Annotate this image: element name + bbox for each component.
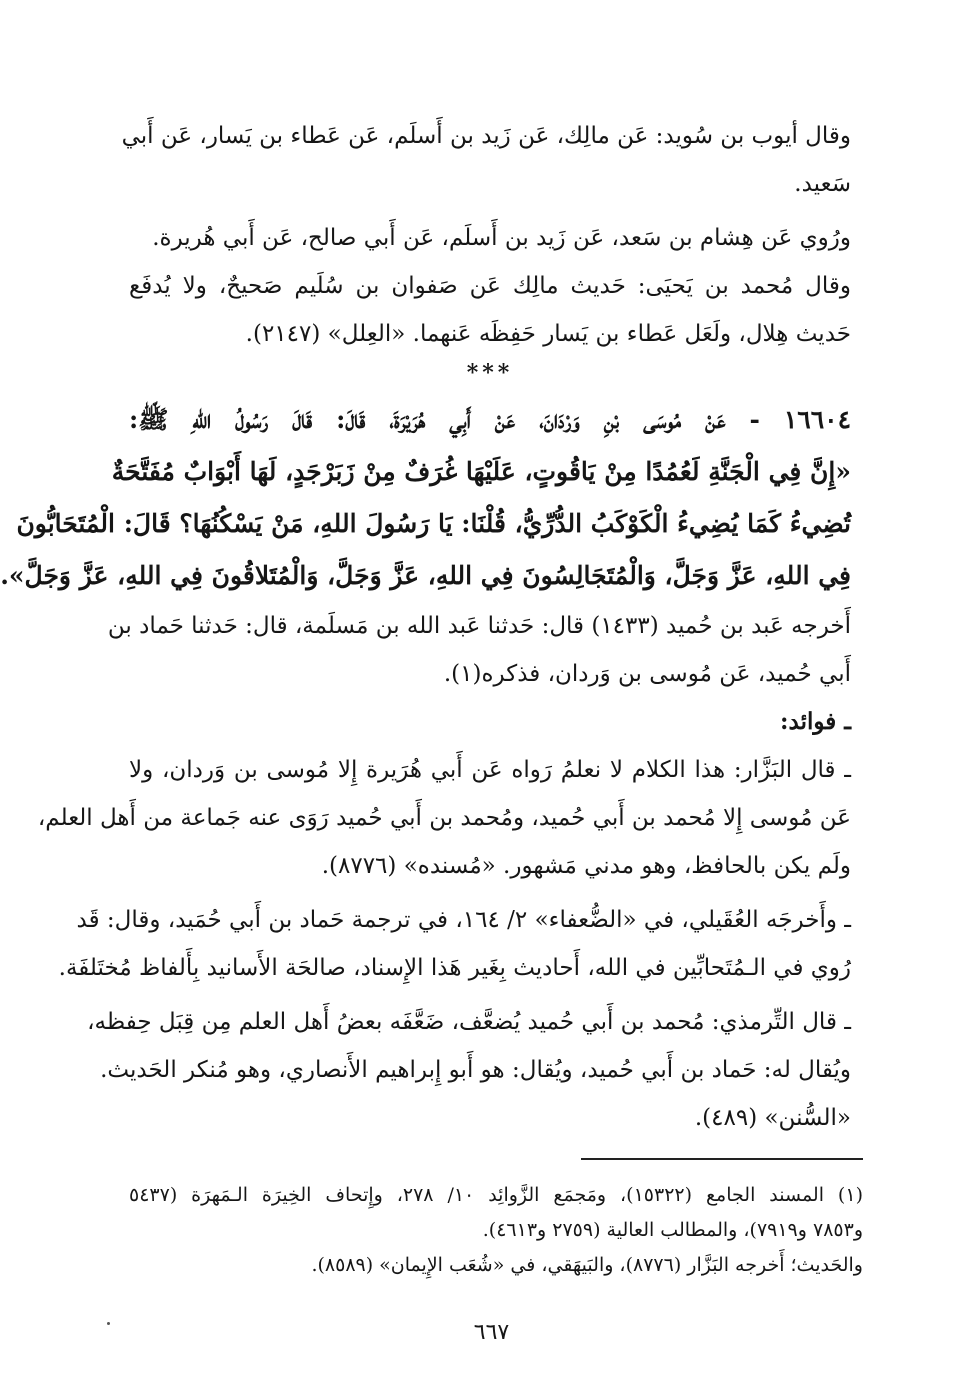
page-number: ٦٦٧ (473, 1320, 510, 1345)
narration-paragraph (121, 112, 851, 208)
text-line: رُوي في الـمُتَحابِّين في الله، أَحاديث بِغَير هَذا الإِسناد، صالحَة الأَسانيد بِأَلفاظ مُختَلفَة. (58, 955, 851, 981)
text-line: «السُّنن» (٤٨٩). (694, 1105, 851, 1131)
footnote-line: والحَديث؛ أَخرجه البَزَّار (٨٧٧٦)، والبَيهَقي، في «شُعَب الإِيمان» (٨٥٨٩). (311, 1254, 863, 1276)
text-line: وقال أيوب بن سُويد: عَن مالِك، عَن زَيد بن أَسلَم، عَن عَطاء بن يَسار، عَن أَبي (121, 123, 851, 149)
benefit-paragraph (87, 998, 851, 1142)
footnote-divider (581, 1158, 863, 1160)
text-line: ولَم يكن بالحافظ، وهو مدني مَشهور. «مُسنده» (٨٧٧٦). (321, 853, 851, 879)
takhrij-paragraph (107, 602, 851, 698)
text-line: ـ وأَخرجَه العُقَيلي، في «الضُّعفاء» ٢/ ١٦٤، في ترجمة حَماد بن أَبي حُمَيد، وقال: قَد (76, 907, 851, 933)
text-line: ـ قال البَزَّار: هذا الكلام لا نعلمُ رَواه عَن أَبي هُرَيرة إِلا مُوسى بن وَردان، ولا (129, 757, 851, 783)
narration-paragraph (129, 262, 851, 358)
hadith-line: فِي اللهِ، عَزَّ وَجَلَّ، وَالْمُتَجَالِسُونَ فِي اللهِ، عَزَّ وَجَلَّ، وَالْمُتَلاقُونَ فِي اللهِ، عَزَّ وَجَلَّ». (0, 561, 851, 590)
scan-mark (107, 1322, 110, 1325)
text-line: أَخرجه عَبد بن حُميد (١٤٣٣) قال: حَدثنا عَبد الله بن مَسلَمة، قال: حَدثنا حَماد بن (107, 613, 851, 639)
text-line: وقال مُحمد بن يَحيَى: حَديث مالِك عَن صَفوان بن سُلَيم صَحيحٌ، ولا يُدفَع (129, 273, 851, 299)
footnote-line: و٧٨٥٣ و٧٩١٩)، والمطالب العالية (٢٧٥٩ و٤٦١٣). (482, 1219, 863, 1241)
page-body (0, 112, 851, 1142)
text-line: عَن مُوسى إِلا مُحمد بن أَبي حُميد، ومُحمد بن أَبي حُميد رَوَى عنه جَماعة من أَهل العلم، (37, 805, 851, 831)
benefit-paragraph (58, 896, 851, 992)
footnote-line: (١) المسند الجامع (١٥٣٢٢)، ومَجمَع الزَّوائِد ١٠/ ٢٧٨، وإِتحاف الخِيرَة الـمَهرَة (٥٤٣٧ (129, 1184, 863, 1206)
narration-paragraph (129, 214, 851, 262)
section-separator: *** (466, 360, 514, 386)
footnotes (129, 1178, 863, 1283)
text-line: سَعيد. (794, 171, 851, 197)
text-line: ويُقال له: حَماد بن أَبي حُميد، ويُقال: هو أَبو إِبراهيم الأَنصاري، وهو مُنكر الحَديث. (100, 1057, 851, 1083)
text-line: ورُوي عَن هِشام بن سَعد، عَن زَيد بن أَسلَم، عَن أَبي صالح، عَن أَبي هُريرة. (152, 225, 851, 251)
text-line: حَديث هِلال، ولَعَل عَطاء بن يَسار حَفِظَه عَنهما. «العِلل» (٢١٤٧). (245, 321, 851, 347)
hadith-text (0, 394, 851, 602)
hadith-line: ١٦٦٠٤ - عَنْ مُوسَى بْنِ وَرْدَانَ، عَنْ أَبِي هُرَيْرَةَ، قَالَ: قَالَ رَسُولُ اللهِ ﷺ: (129, 405, 851, 434)
text-line: أَبي حُميد، عَن مُوسى بن وَردان، فذكره(١). (443, 661, 851, 687)
benefit-paragraph (37, 746, 851, 890)
text-line: ـ قال التِّرمذي: مُحمد بن أَبي حُميد يُضعَّف، ضَعَّفَه بعضُ أَهل العلم مِن قِبَل حِفظه، (87, 1009, 851, 1035)
hadith-line: تُضِيءُ كَمَا يُضِيءُ الْكَوْكَبُ الدُّرِّيُّ، قُلْنَا: يَا رَسُولَ اللهِ، مَنْ يَسْكُنُهَا؟ قَالَ: الْمُتَحَابُّونَ (16, 509, 851, 538)
benefits-heading: ـ فوائد: (780, 708, 851, 735)
hadith-line: «إِنَّ فِي الْجَنَّةِ لَعُمُدًا مِنْ يَاقُوتٍ، عَلَيْهَا غُرَفٌ مِنْ زَبَرْجَدٍ، لَهَا أَبْوَابٌ مُفَتَّحَةٌ (111, 457, 851, 486)
